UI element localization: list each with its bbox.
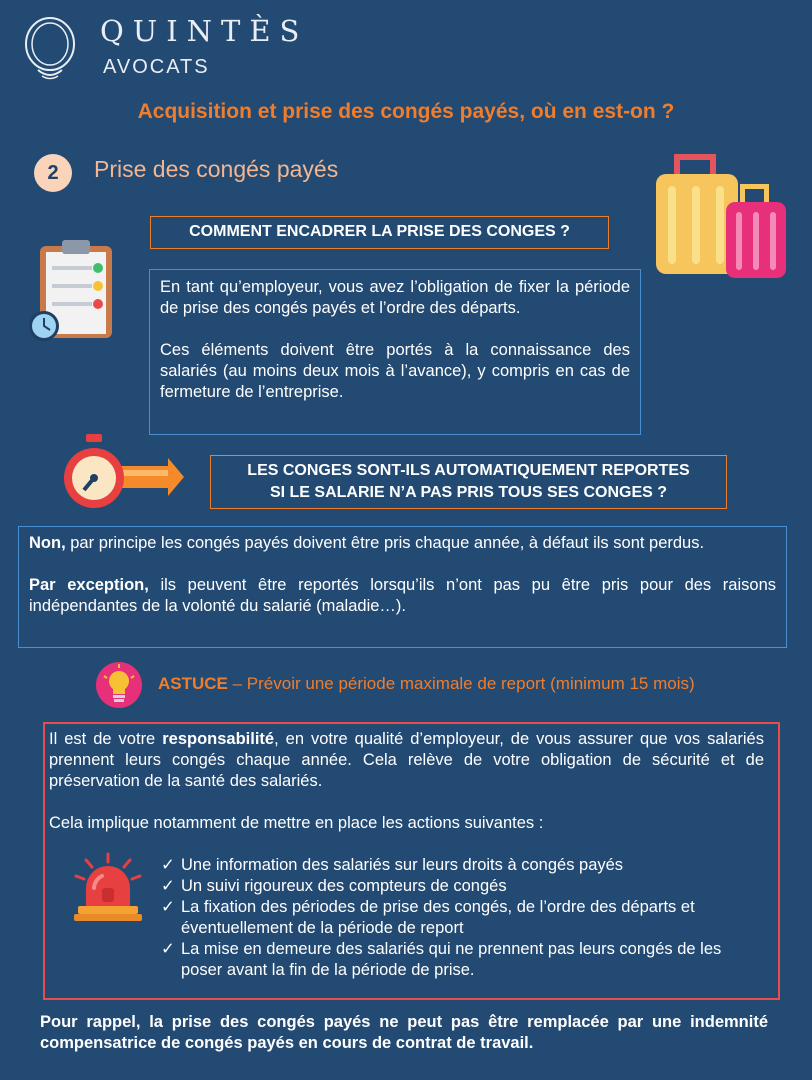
list-item: ✓ La mise en demeure des salariés qui ne prennent pas leurs congés de les poser avant la fin de la période de prise. — [161, 939, 764, 981]
list-item: ✓ Un suivi rigoureux des compteurs de congés — [161, 876, 764, 897]
stopwatch-icon — [62, 434, 186, 512]
question-line-1: LES CONGES SONT-ILS AUTOMATIQUEMENT REPORTES — [247, 462, 690, 479]
logo-mark-icon — [22, 14, 80, 82]
brand-subtitle: AVOCATS — [103, 56, 210, 78]
obligation-text-box — [149, 269, 641, 435]
exception-paragraph — [29, 575, 776, 617]
obligation-paragraph: En tant qu’employeur, vous avez l’obligation de fixer la période de prise des congés payés et l’ordre des départs. — [160, 278, 630, 317]
tip-content: – Prévoir une période maximale de report (minimum 15 mois) — [227, 674, 695, 693]
principle-text: par principe les congés payés doivent être pris chaque année, à défaut ils sont perdus. — [65, 534, 705, 552]
alarm-light-icon — [72, 852, 144, 922]
luggage-icon — [650, 152, 790, 282]
exception-lead: Par exception, — [29, 576, 149, 594]
responsibility-text-a: Il est de votre — [49, 730, 163, 748]
page-title: Acquisition et prise des congés payés, où en est-on ? — [137, 100, 675, 123]
tip-label: ASTUCE — [158, 674, 228, 693]
lightbulb-icon — [96, 662, 142, 708]
actions-list — [49, 855, 764, 981]
section-title: Prise des congés payés — [94, 156, 339, 182]
question-box-carryover — [210, 455, 727, 509]
list-item: ✓ Une information des salariés sur leurs droits à congés payés — [161, 855, 764, 876]
reminder-text: Pour rappel, la prise des congés payés ne peut pas être remplacée par une indemnité compensatrice de congés payés en cours de contrat de travail. — [40, 1013, 768, 1052]
responsibility-box — [43, 722, 780, 1000]
brand-name: QUINTÈS — [100, 14, 309, 48]
tip-text — [158, 674, 695, 694]
actions-intro: Cela implique notamment de mettre en place les actions suivantes : — [49, 814, 544, 832]
notice-paragraph: Ces éléments doivent être portés à la connaissance des salariés (au moins deux mois à l’avance), y compris en cas de fermeture de l’entreprise. — [160, 341, 630, 401]
section-number-badge: 2 — [34, 154, 72, 192]
responsibility-keyword: responsabilité — [162, 730, 275, 748]
question-line-2: SI LE SALARIE N’A PAS PRIS TOUS SES CONGES ? — [269, 484, 668, 501]
list-item: ✓ La fixation des périodes de prise des congés, de l’ordre des départs et éventuellement de la période de report — [161, 897, 764, 939]
reminder-note — [40, 1012, 768, 1054]
principle-paragraph — [29, 533, 776, 554]
responsibility-text-b: , en votre qualité d’employeur, de vous assurer que vos salariés prennent leurs congés chaque année. Cela relève de votre obligation de sécurité et de préservation de la santé des salariés. — [49, 730, 764, 790]
clipboard-icon — [28, 236, 118, 344]
carryover-answer-box — [18, 526, 787, 648]
question-box-planning: COMMENT ENCADRER LA PRISE DES CONGES ? — [150, 216, 609, 249]
exception-text: ils peuvent être reportés lorsqu’ils n’ont pas pu être pris pour des raisons indépendantes de la volonté du salarié (maladie…). — [29, 576, 776, 615]
responsibility-paragraph — [49, 729, 764, 792]
principle-lead: Non, — [29, 534, 66, 552]
